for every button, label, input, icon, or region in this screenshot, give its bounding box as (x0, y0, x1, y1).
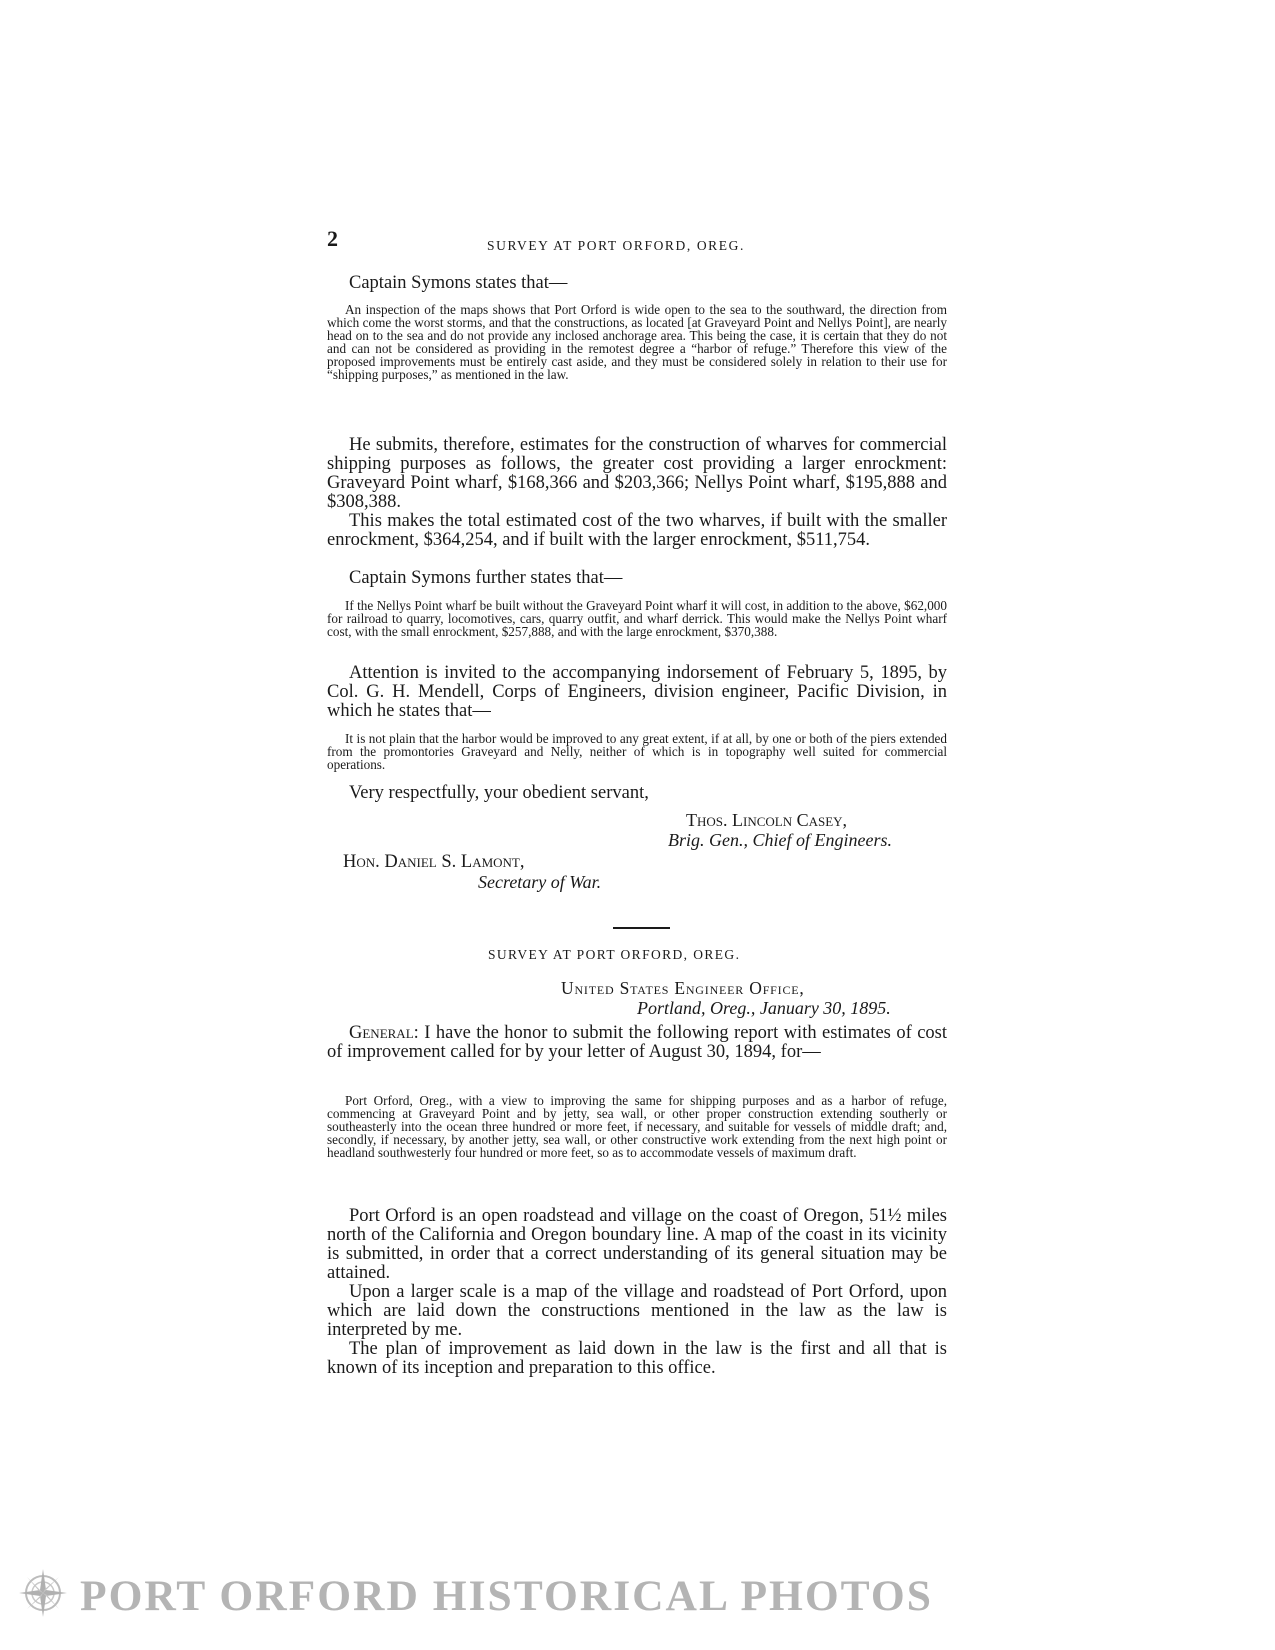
report-para-1 (327, 1024, 947, 1062)
addressee-name: Hon. Daniel S. Lamont, (343, 852, 525, 872)
running-title: SURVEY AT PORT ORFORD, OREG. (487, 238, 745, 253)
section-divider (613, 927, 670, 929)
letter-intro-2: Captain Symons further states that— (349, 568, 623, 588)
letter-intro-1: Captain Symons states that— (349, 273, 568, 293)
letter-para-1: He submits, therefore, estimates for the construction of wharves for commercial shipping purposes as follows, the greater cost providing a larger enrockment: Graveyard Point wharf, $168,366 and $203,366; Nellys Point wharf, $195,888 and $308,388. (327, 435, 947, 512)
report-para-1-text: I have the honor to submit the following report with estimates of cost of improvement called for by your letter of August 30, 1894, for— (327, 1023, 948, 1062)
page-number: 2 (327, 226, 338, 251)
letter-quote-1: An inspection of the maps shows that Port Orford is wide open to the sea to the southward, the direction from which come the worst storms, and that the constructions, as located [at Graveyard Point and Nellys Point], are nearly head on to the sea and do not provide any inclosed anchorage area. This being the case, it is certain that they do not and can not be considered as providing in the remotest degree a “harbor of refuge.” Therefore this view of the proposed improvements must be entirely cast aside, and they must be considered solely in relation to their use for “shipping purposes,” as mentioned in the law. (327, 302, 947, 382)
signer-title: Brig. Gen., Chief of Engineers. (668, 830, 892, 850)
letter-para-3: Attention is invited to the accompanying indorsement of February 5, 1895, by Col. G. H. Mendell, Corps of Engineers, division engineer, Pacific Division, in which he states that— (327, 663, 947, 721)
report-salutation: General: (349, 1023, 419, 1043)
letter-closing: Very respectfully, your obedient servant, (349, 783, 649, 803)
report-quote-1: Port Orford, Oreg., with a view to improving the same for shipping purposes and as a harbor of refuge, commencing at Graveyard Point and by jetty, sea wall, or other proper construction extending southerly or southeasterly into the ocean three hundred or more feet, if necessary, and suitable for vessels of middle draft; and, secondly, if necessary, by another jetty, sea wall, or other constructive work extending from the next high point or headland southwesterly four hundred or more feet, so as to accommodate vessels of maximum draft. (327, 1093, 947, 1160)
addressee-title: Secretary of War. (478, 872, 602, 892)
signer-name: Thos. Lincoln Casey, (686, 810, 848, 830)
report-office: United States Engineer Office, (561, 978, 805, 998)
report-para-3: Upon a larger scale is a map of the village and roadstead of Port Orford, upon which are laid down the constructions mentioned in the law as the law is interpreted by me. (327, 1282, 947, 1340)
report-para-2: Port Orford is an open roadstead and village on the coast of Oregon, 51½ miles north of the California and Oregon boundary line. A map of the coast in its vicinity is submitted, in order that a correct understanding of its general situation may be attained. (327, 1206, 947, 1283)
letter-quote-2: If the Nellys Point wharf be built without the Graveyard Point wharf it will cost, in addition to the above, $62,000 for railroad to quarry, locomotives, cars, quarry outfit, and wharf derrick. This would make the Nellys Point wharf cost, with the small enrockment, $257,888, and with the large enrockment, $370,388. (327, 598, 947, 639)
letter-quote-3: It is not plain that the harbor would be improved to any great extent, if at all, by one or both of the piers extended from the promontories Graveyard and Nelly, neither of which is in topography well suited for commercial operations. (327, 731, 947, 772)
compass-rose-icon (17, 1567, 69, 1619)
report-place-date: Portland, Oreg., January 30, 1895. (637, 998, 891, 1018)
report-title: SURVEY AT PORT ORFORD, OREG. (488, 947, 741, 962)
watermark-text: PORT ORFORD HISTORICAL PHOTOS (80, 1572, 933, 1620)
report-para-4: The plan of improvement as laid down in the law is the first and all that is known of its inception and preparation to this office. (327, 1339, 947, 1378)
letter-para-2: This makes the total estimated cost of the two wharves, if built with the smaller enrockment, $364,254, and if built with the larger enrockment, $511,754. (327, 511, 947, 550)
